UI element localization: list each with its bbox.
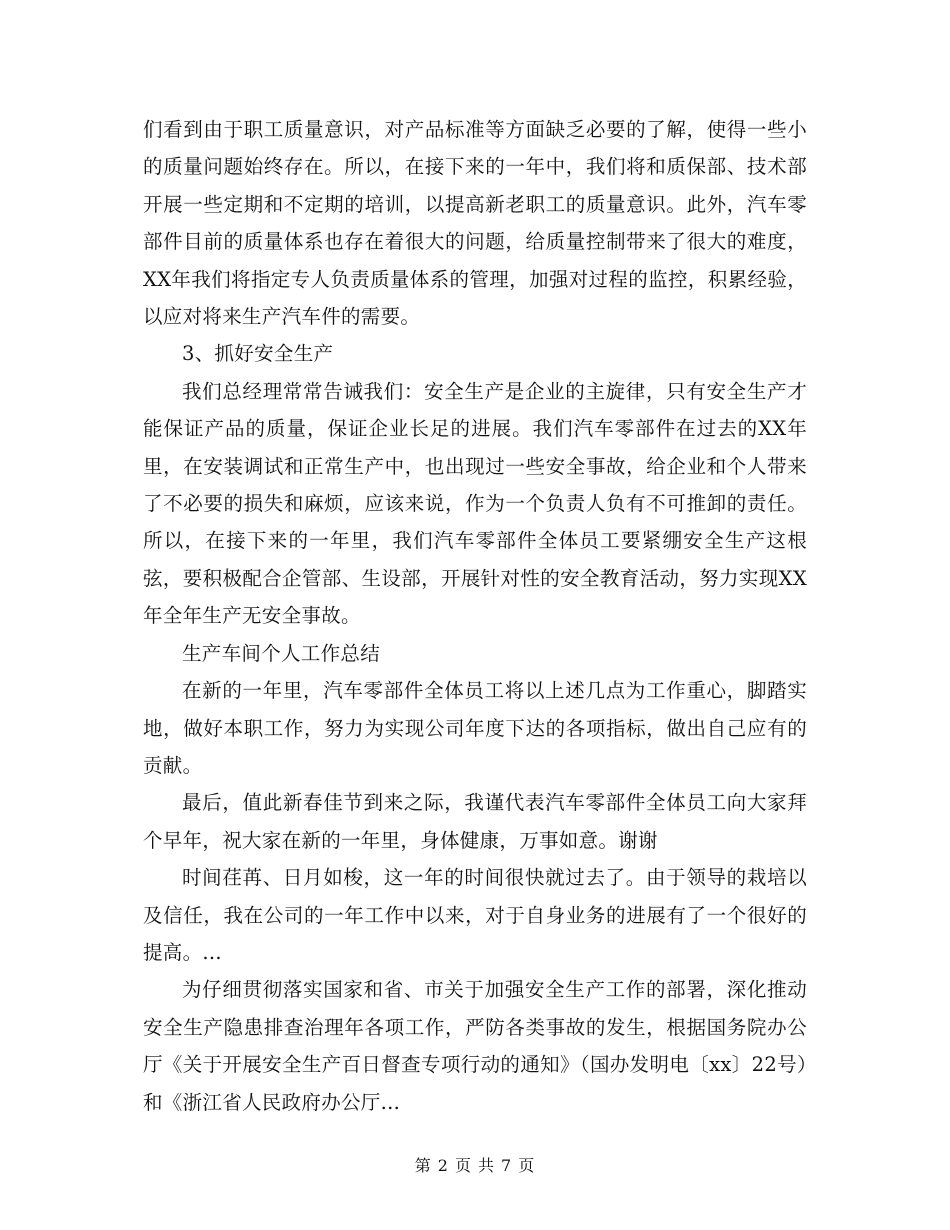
- page-middle: 页 共: [454, 1156, 496, 1175]
- heading-safety-production: 3、抓好安全生产: [182, 342, 334, 366]
- page-prefix: 第: [414, 1156, 432, 1175]
- paragraph-closing-thanks: 最后，值此新春佳节到来之际，我谨代表汽车零部件全体员工向大家拜个早年，祝大家在新的一年里，身体健康，万事如意。谢谢: [143, 791, 807, 852]
- document-body: [143, 111, 807, 1121]
- heading-workshop-summary: 生产车间个人工作总结: [182, 641, 381, 665]
- page-number: 2: [437, 1156, 449, 1175]
- paragraph-new-year-focus: 在新的一年里，汽车零部件全体员工将以上述几点为工作重心，脚踏实地，做好本职工作，努力为实现公司年度下达的各项指标，做出自己应有的贡献。: [143, 679, 807, 777]
- page-suffix: 页: [518, 1156, 536, 1175]
- page-footer: [0, 1153, 950, 1176]
- paragraph-safety: 我们总经理常常告诫我们：安全生产是企业的主旋律，只有安全生产才能保证产品的质量，保证企业长足的进展。我们汽车零部件在过去的XX年里，在安装调试和正常生产中，也出现过一些安全事故，给企业和个人带来了不必要的损失和麻烦，应该来说，作为一个负责人负有不可推卸的责任。所以，在接下来的一年里，我们汽车零部件全体员工要紧绷安全生产这根弦，要积极配合企管部、生设部，开展针对性的安全教育活动，努力实现XX年全年生产无安全事故。: [143, 379, 807, 628]
- paragraph-quality: 们看到由于职工质量意识，对产品标准等方面缺乏必要的了解，使得一些小的质量问题始终存在。所以，在接下来的一年中，我们将和质保部、技术部开展一些定期和不定期的培训，以提高新老职工的质量意识。此外，汽车零部件目前的质量体系也存在着很大的问题，给质量控制带来了很大的难度，XX年我们将指定专人负责质量体系的管理，加强对过程的监控，积累经验，以应对将来生产汽车件的需要。: [143, 118, 807, 329]
- paragraph-year-review: 时间荏苒、日月如梭，这一年的时间很快就过去了。由于领导的栽培以及信任，我在公司的一年工作中以来，对于自身业务的进展有了一个很好的提高。...: [143, 866, 807, 964]
- paragraph-safety-inspection: 为仔细贯彻落实国家和省、市关于加强安全生产工作的部署，深化推动安全生产隐患排查治理年各项工作，严防各类事故的发生，根据国务院办公厅《关于开展安全生产百日督查专项行动的通知》（国办发明电〔xx〕22号）和《浙江省人民政府办公厅...: [143, 978, 807, 1114]
- total-pages: 7: [501, 1156, 513, 1175]
